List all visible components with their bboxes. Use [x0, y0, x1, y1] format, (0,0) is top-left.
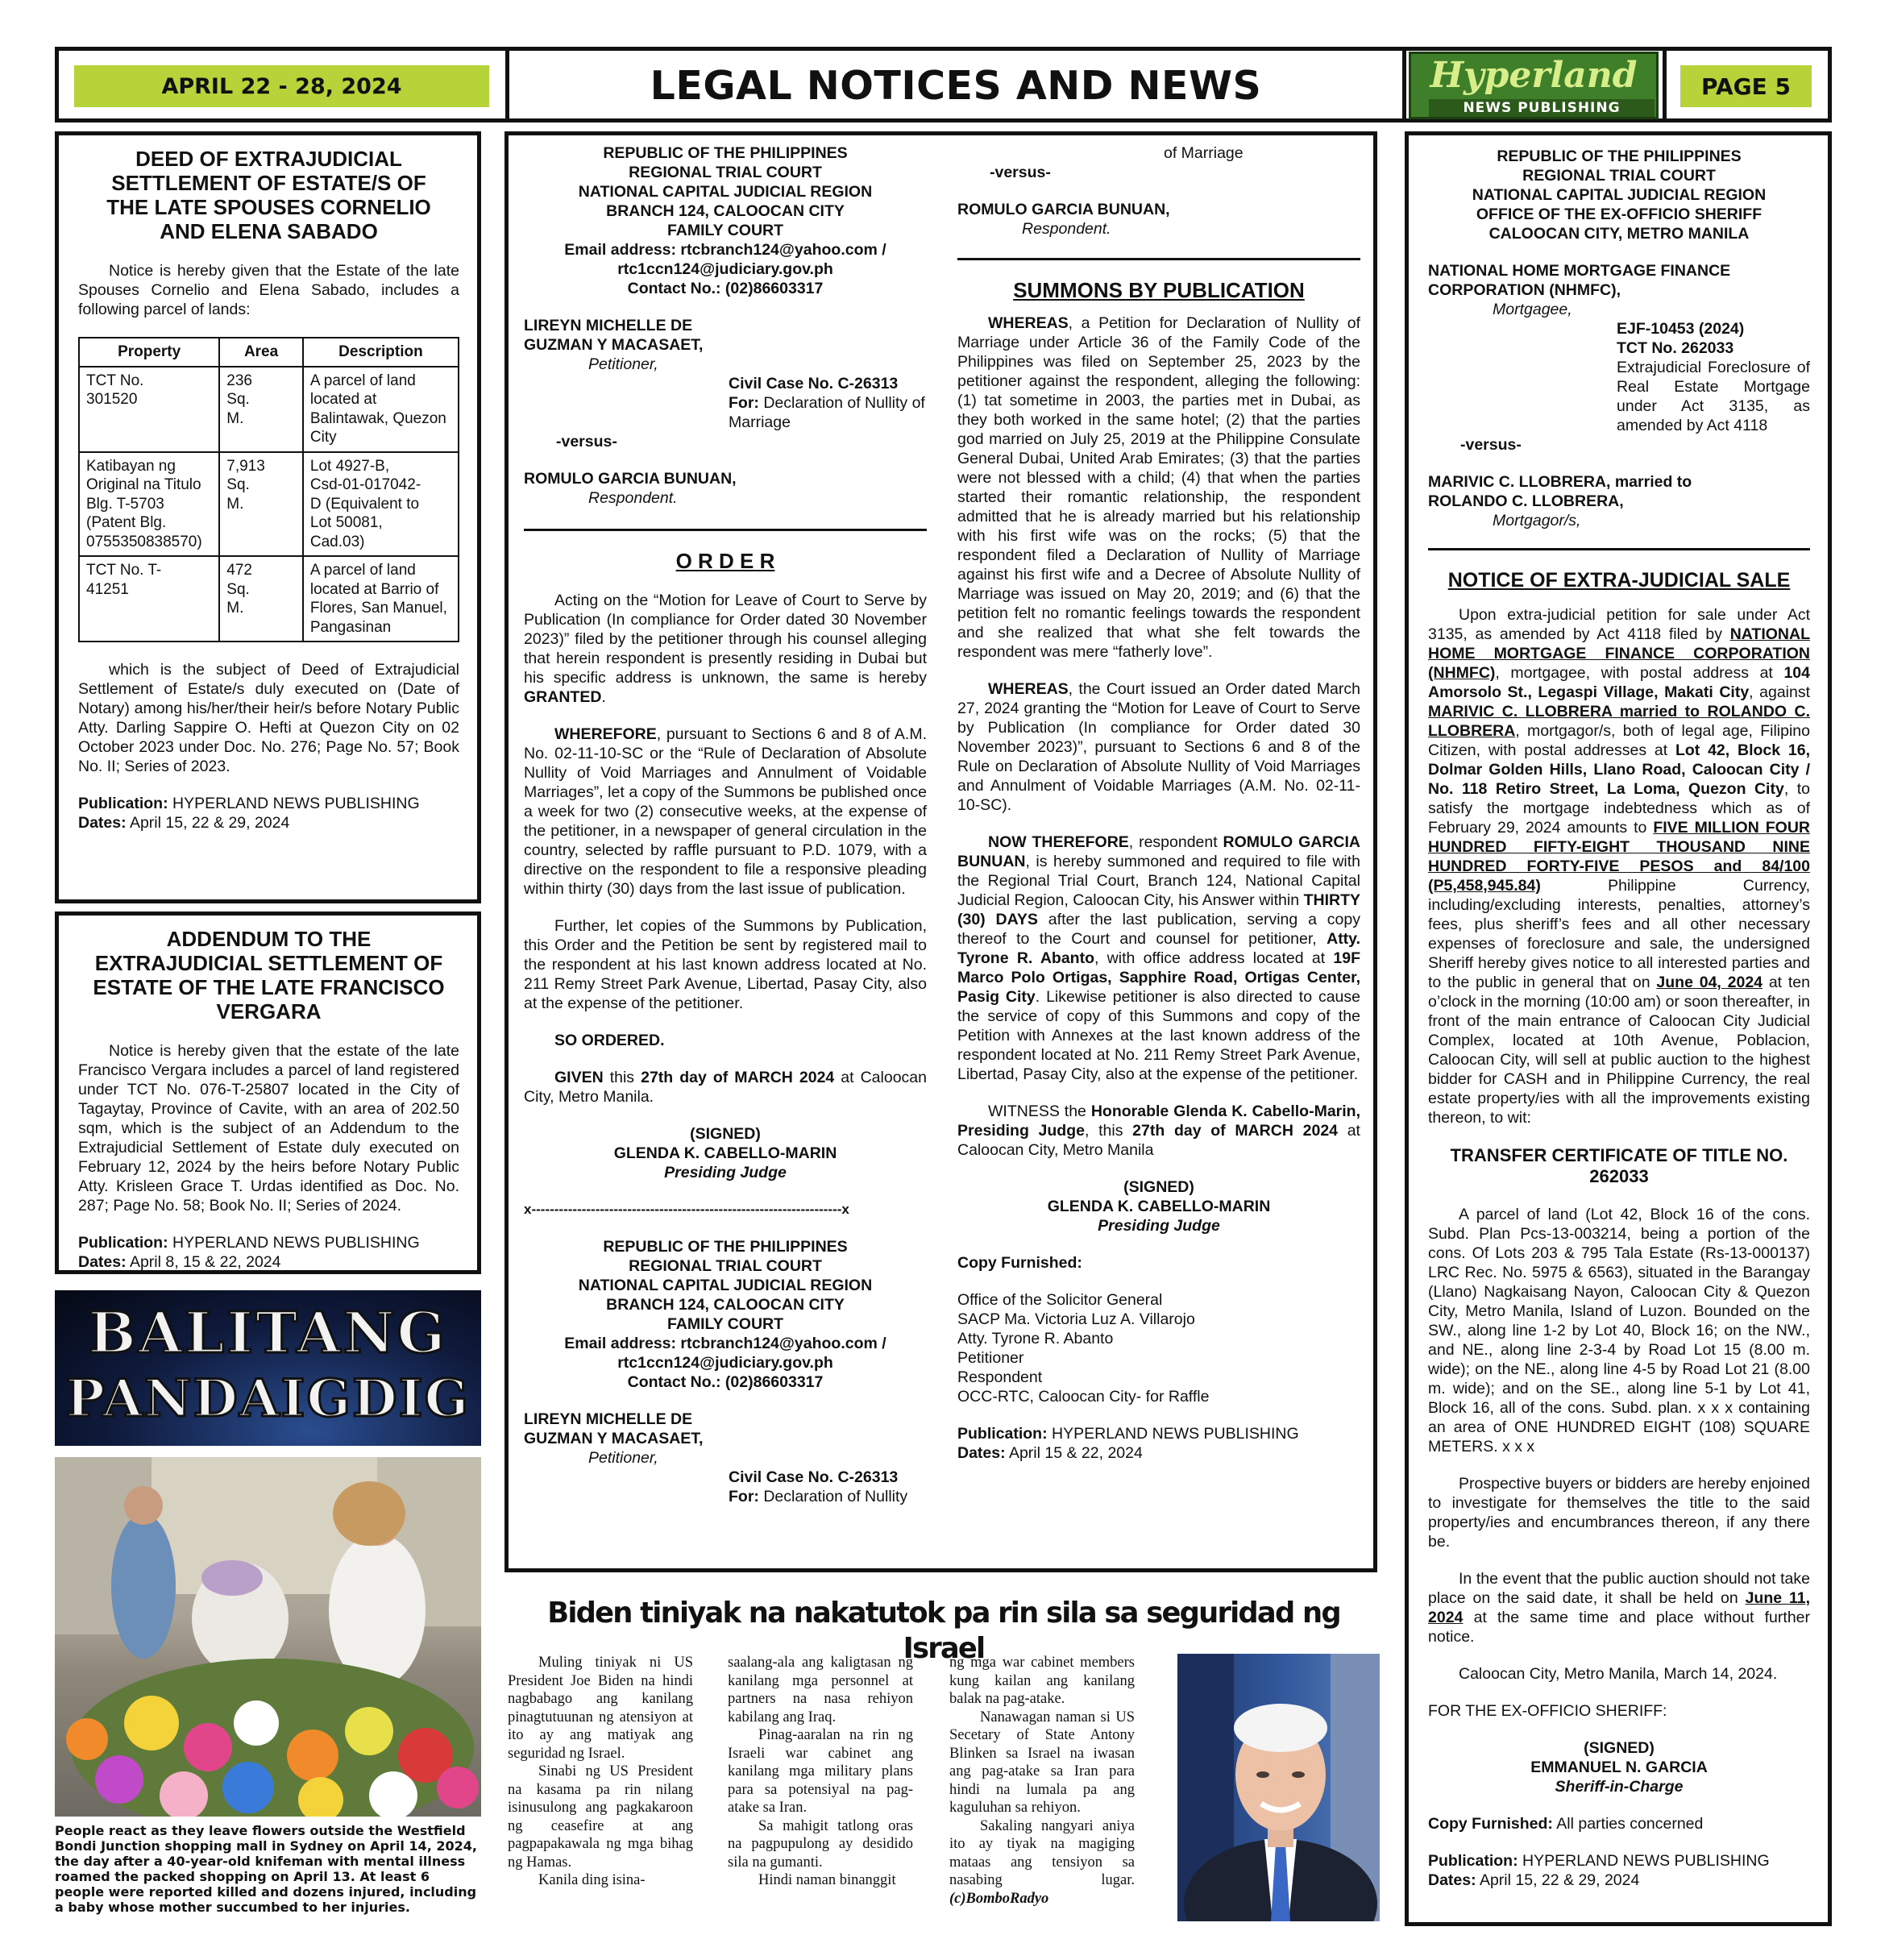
deed-title: DEED OF EXTRAJUDICIAL SETTLEMENT OF ESTATE/S OF THE LATE SPOUSES CORNELIO AND ELENA SABADO [106, 147, 431, 243]
table-row [79, 556, 459, 642]
order-given: GIVEN this 27th day of MARCH 2024 at Caloocan City, Metro Manila. [524, 1069, 927, 1106]
property-table [78, 337, 459, 642]
biden-photo [1177, 1654, 1380, 1921]
summons-column [957, 143, 1360, 1463]
sheriff-notice [1405, 131, 1832, 1926]
property-table-header [79, 338, 459, 367]
issue-dates: APRIL 22 - 28, 2024 [74, 65, 489, 107]
respondent-role-2: Respondent. [1022, 220, 1111, 238]
sale-title: NOTICE OF EXTRA-JUDICIAL SALE [1447, 569, 1791, 592]
petitioner-name: LIREYN MICHELLE DE GUZMAN Y MACASAET, [524, 317, 704, 354]
court-caption-lines: REPUBLIC OF THE PHILIPPINES REGIONAL TRIAL COURT NATIONAL CAPITAL JUDICIAL REGION BRANCH 124, CALOOCAN CITY FAMILY COURT Email address: rtcbranch124@yahoo.com / rtc1ccn124@judiciary.gov.ph Contact No.: (02)86603317 [564, 144, 886, 297]
petitioner-role-2: Petitioner, [588, 1449, 658, 1467]
biden-headline: Biden tiniyak na nakatutok pa rin sila sa seguridad ng Israel [547, 1597, 1340, 1665]
cell-area: 236 Sq. M. [219, 367, 303, 452]
deed-intro: Notice is hereby given that the Estate of the late Spouses Cornelio and Elena Sabado, includes a following parcel of lands: [78, 262, 459, 318]
photo-credit: (c)BomboRadyo [949, 1890, 1049, 1907]
col-area: Area [219, 338, 303, 367]
order-signature: (SIGNED) GLENDA K. CABELLO-MARIN Presiding Judge [613, 1125, 837, 1181]
header-divider-3 [1663, 47, 1667, 122]
mortgagee-name: NATIONAL HOME MORTGAGE FINANCE CORPORATION (NHMFC), [1428, 262, 1731, 299]
order-separator: x--------------------------------------------------------------------x [524, 1202, 849, 1217]
addendum-title: ADDENDUM TO THE EXTRAJUDICIAL SETTLEMENT OF ESTATE OF THE LATE FRANCISCO VERGARA [93, 927, 445, 1024]
for-sheriff: FOR THE EX-OFFICIO SHERIFF: [1428, 1702, 1667, 1720]
versus-label: -versus- [556, 433, 617, 451]
addendum-notice [55, 911, 481, 1274]
order-para-3: Further, let copies of the Summons by Publication, this Order and the Petition be sent by registered mail to the respondent at his last known address located at No. 211 Remy Street Park Avenue, Libertad, Pasay City, also at the expense of the petitioner. [524, 917, 927, 1012]
prospective-buyers: Prospective buyers or bidders are hereby enjoined to investigate for themselves the title to the said property/ies and encumbrances thereon, if any there be. [1428, 1475, 1810, 1551]
parcel-description: A parcel of land (Lot 42, Block 16 of the cons. Subd. Plan Pcs-13-003214, being a portion of the cons. Of Lots 203 & 795 Tala Estate (Rs-13-000137) LRC Rec. No. 5975 & 6563), situated in the Barangay (Llano) Nagkaisang Nayon, Caloocan City & Quezon City, Metro Manila, Island of Luzon. Bounded on the SW., along line 1-2 by Lot 40, Block 16; on the NW., and NE., along line 2-3-4 by Road Lot 15 (8.00 m. wide); on the NE., along line 4-5 by Road Lot 21 (8.00 m. wide); and on the SE., along line 5-1 by Lot 41, Block 16, all of the cons. Subd. plan. x x x containing an area of ONE HUNDRED EIGHT (108) SQUARE METERS. x x x [1428, 1206, 1810, 1455]
sale-body: Upon extra-judicial petition for sale under Act 3135, as amended by Act 4118 filed by NATIONAL HOME MORTGAGE FINANCE CORPORATION (NHMFC), mortgagee, with postal address at 104 Amorsolo St., Legaspi Village, Makati City, against MARIVIC C. LLOBRERA married to ROLANDO C. LLOBRERA, mortgagor/s, both of legal age, Filipino Citizen, with postal addresses at Lot 42, Block 16, Dolmar Golden Hills, Llano Road, Caloocan City / No. 118 Retiro Street, La Loma, Quezon City, to satisfy the mortgage indebtedness which as of February 29, 2024 amounts to FIVE MILLION FOUR HUNDRED FIFTY-EIGHT THOUSAND NINE HUNDRED FORTY-FIVE PESOS and 84/100 (P5,458,945.84) Philippine Currency, including/excluding interests, penalties, attorney’s fees, plus sheriff’s fees and all other necessary expenses of foreclosure and sale, the undersigned Sheriff hereby gives notice to all interested parties and to the public in general that on June 04, 2024 at ten o’clock in the morning (10:00 am) or soon thereafter, in front of the main entrance of Caloocan City Judicial Complex, located at 10th Avenue, Poblacion, Caloocan City, will sell at public auction to the highest bidder for CASH and in Philippine Currency, the real estate property/ies with all the improvements existing thereon, to wit: [1428, 606, 1811, 1127]
cell-property: TCT No. 301520 [79, 367, 219, 452]
photo-caption: People react as they leave flowers outside the Westfield Bondi Junction shopping mall in Sydney on April 14, 2024, the day after a 40-year-old knifeman with mental illness roamed the packed shopping on April 13. At least 6 people were reported killed and dozens injured, including a baby whose mother succumbed to her injuries. [55, 1823, 477, 1915]
case-details-2: Civil Case No. C-26313 For: Declaration of Nullity [729, 1468, 908, 1505]
sheriff-copy: Copy Furnished: All parties concerned [1428, 1815, 1704, 1833]
addendum-publication: Publication: HYPERLAND NEWS PUBLISHING [78, 1234, 420, 1252]
tct-title: TRANSFER CERTIFICATE OF TITLE NO. 262033 [1450, 1145, 1788, 1186]
cell-property: TCT No. T-41251 [79, 556, 219, 642]
order-title: O R D E R [675, 549, 775, 573]
versus-label-2: -versus- [990, 164, 1051, 181]
addendum-dates: Dates: April 8, 15 & 22, 2024 [78, 1253, 281, 1271]
event-clause: In the event that the public auction should not take place on the said date, it shall be held on June 11, 2024 at the same time and place without further notice. [1428, 1570, 1810, 1646]
balitang-banner [55, 1290, 481, 1446]
biden-col-3: ng mga war cabinet members kung kailan ang kanilang balak na pag-atake. Nanawagan naman si US Secetary of State Antony Blinken sa Israel na iwasan ang pag-atake sa Iran para hindi na lumala pa ang kaguluhan sa rehiyon. Sakaling nangyari aniya ito ay tiyak na magiging mataas ang tensiyon sa nasabing lugar. (c)BomboRadyo [949, 1655, 1135, 1907]
addendum-body: Notice is hereby given that the estate of the late Francisco Vergara includes a parcel of land registered under TCT No. 076-T-25807 located in the City of Tagaytay, Province of Cavite, with an area of 202.50 sqm, which is the subject of an Addendum to the Extrajudicial Settlement of Estate duly executed on February 12, 2024 by the heirs before Notary Public Atty. Krisleen Grace T. Urdas identified as Doc. No. 287; Page No. 58; Book No. II; Series of 2024. [78, 1042, 459, 1215]
sheriff-publication: Publication: HYPERLAND NEWS PUBLISHING [1428, 1852, 1770, 1870]
petitioner-name-2: LIREYN MICHELLE DE GUZMAN Y MACASAET, [524, 1410, 704, 1447]
caption-continued: of Marriage [1164, 144, 1244, 162]
order-para-1: Acting on the “Motion for Leave of Court to Serve by Publication (In compliance for Order dated 30 November 2023)” filed by the petitioner through his counsel alleging that herein respondent is presently residing in Dubai but his specific address is unknown, the same is hereby GRANTED. [524, 592, 927, 706]
place-date: Caloocan City, Metro Manila, March 14, 2024. [1459, 1665, 1778, 1683]
sheriff-signature: (SIGNED) EMMANUEL N. GARCIA Sheriff-in-Charge [1530, 1739, 1708, 1796]
mortgagor-role: Mortgagor/s, [1493, 512, 1581, 529]
table-row [79, 367, 459, 452]
publisher-logo [1409, 52, 1659, 119]
banner-line-1: BALITANG [88, 1299, 448, 1366]
header-divider-2 [1402, 47, 1406, 122]
cell-property: Katibayan ng Original na Titulo Blg. T-5703 (Patent Blg. 0755350838570) [79, 452, 219, 557]
summons-dates: Dates: April 15 & 22, 2024 [957, 1444, 1143, 1462]
copy-furnished-list: Office of the Solicitor General SACP Ma. Victoria Luz A. Villarojo Atty. Tyrone R. Abanto Petitioner Respondent OCC-RTC, Caloocan City- for Raffle [957, 1291, 1210, 1406]
cell-description: A parcel of land located at Balintawak, Quezon City [303, 367, 459, 452]
deed-body: which is the subject of Deed of Extrajudicial Settlement of Estate/s duly executed on (Date of Notary) among his/her/their heir/s before Notary Public Atty. Darling Sappire O. Hefti at Quezon City on 02 October 2023 under Doc. No. 276; Page No. 57; Book No. II; Series of 2023. [78, 661, 459, 775]
summons-witness: WITNESS the Honorable Glenda K. Cabello-Marin, Presiding Judge, this 27th day of MARCH 2024 at Caloocan City, Metro Manila [957, 1102, 1361, 1159]
copy-furnished-label: Copy Furnished: [957, 1254, 1082, 1272]
sheriff-case-details: EJF-10453 (2024) TCT No. 262033 Extrajudicial Foreclosure of Real Estate Mortgage under Act 3135, as amended by Act 4118 [1617, 320, 1810, 434]
summons-whereas-1: WHEREAS, a Petition for Declaration of Nullity of Marriage under Article 36 of the Family Code of the Philippines was filed on September 25, 2023 by the petitioner against the respondent, alleging the following: (1) tat sometime in 2003, the parties met in Dubai, as they both worked in the same hotel; (2) that the parties god married on July 25, 2019 at the Philippine Consulate General Dubai, United Arab Emirates; (3) that the parties were not blessed with a child; (4) that when the parties started their romantic relationship, the respondent admitted that he is already married but his relationship with his first wife was on the rocks; (5) that the respondent filed a Declaration of Nullity of Marriage against his first wife and a Decree of Absolute Nullity of Marriage was issued on May 20, 2019; and (6) that the petition felt no romantic feelings towards the respondent and she realized that what she felt towards the respondent was mere “fatherly love”. [957, 314, 1360, 661]
respondent-name-2: ROMULO GARCIA BUNUAN, [957, 201, 1170, 218]
court-caption-lines-2: REPUBLIC OF THE PHILIPPINES REGIONAL TRIAL COURT NATIONAL CAPITAL JUDICIAL REGION BRANCH 124, CALOOCAN CITY FAMILY COURT Email address: rtcbranch124@yahoo.com / rtc1ccn124@judiciary.gov.ph Contact No.: (02)86603317 [564, 1238, 886, 1391]
col-property: Property [79, 338, 219, 367]
col-description: Description [303, 338, 459, 367]
order-column [524, 143, 927, 1506]
respondent-name: ROMULO GARCIA BUNUAN, [524, 470, 737, 488]
logo-sub: NEWS PUBLISHING [1429, 99, 1655, 117]
page-number: PAGE 5 [1680, 65, 1812, 107]
biden-col-2: saalang-ala ang kaligtasan ng kanilang mga personnel at partners na nasa rehiyon kabilang ang Iraq. Pinag-aaralan na rin ng Israeli war cabinet ang kanilang mga military plans para sa potensiyal na pag-atake sa Iran. Sa mahigit tatlong oras na pagpupulong ay desidido sila na gumanti. Hindi naman binanggit [728, 1655, 913, 1888]
respondent-role: Respondent. [588, 489, 678, 507]
so-ordered: SO ORDERED. [554, 1032, 665, 1049]
cell-area: 472 Sq. M. [219, 556, 303, 642]
logo-main: Hyperland [1430, 55, 1638, 96]
cell-description: Lot 4927-B, Csd-01-017042-D (Equivalent to Lot 50081, Cad.03) [303, 452, 459, 557]
section-title: LEGAL NOTICES AND NEWS [650, 62, 1262, 109]
case-details: Civil Case No. C-26313 For: Declaration of Nullity of Marriage [729, 375, 925, 431]
summons-whereas-2: WHEREAS, the Court issued an Order dated March 27, 2024 granting the “Motion for Leave of Court to Serve by Publication (In compliance for Order dated 30 November 2023)”, pursuant to Sections 6 and 8 of the Rule on Declaration of Absolute Nullity of Void Marriages and Annulment of Voidable Marriages (A.M. No. 02-11-10-SC). [957, 680, 1360, 814]
biden-col-1: Muling tiniyak ni US President Joe Biden na hindi nagbabago ang kanilang pinagtutuunan ng atensiyon at ito ay ang matiyak ang seguridad ng Israel. Sinabi ng US President na kasama pa rin nilang isinusulong ang pagkakaroon ng ceasefire at ang pagpapakawala ng mga bihag ng Hamas. Kanila ding isina- [508, 1655, 693, 1888]
mortgagee-role: Mortgagee, [1493, 301, 1572, 318]
summons-now-therefore: NOW THEREFORE, respondent ROMULO GARCIA BUNUAN, is hereby summoned and required to file with the Regional Trial Court, Branch 124, National Capital Judicial Region, Caloocan City, his Answer within THIRTY (30) DAYS after the last publication, serving a copy thereof to the Court and counsel for petitioner, Atty. Tyrone R. Abanto, with office address located at 19F Marco Polo Ortigas, Sapphire Road, Ortigas Center, Pasig City. Likewise petitioner is also directed to cause the service of copy of this Summons and copy of the Petition with Annexes at the last known address of the respondent located at No. 211 Remy Street Park Avenue, Libertad, Pasay City, also at the expense of the petitioner. [957, 833, 1361, 1083]
banner-line-2: PANDAIGDIG [65, 1368, 471, 1429]
sheriff-caption-lines: REPUBLIC OF THE PHILIPPINES REGIONAL TRIAL COURT NATIONAL CAPITAL JUDICIAL REGION OFFICE OF THE EX-OFFICIO SHERIFF CALOOCAN CITY, METRO MANILA [1472, 147, 1767, 243]
versus-label-3: -versus- [1460, 436, 1522, 454]
summons-signature: (SIGNED) GLENDA K. CABELLO-MARIN Presiding Judge [1047, 1178, 1271, 1235]
table-row [79, 452, 459, 557]
order-para-2: WHEREFORE, pursuant to Sections 6 and 8 of A.M. No. 02-11-10-SC or the “Rule of Declaration of Absolute Nullity of Void Marriages and Annulment of Voidable Marriages”, let a copy of the Summons be published once a week for two (2) consecutive weeks, at the expense of the petitioner, in a newspaper of general circulation in the country, selected by raffle pursuant to P.D. 1079, with a directive on the respondent to file a responsive pleading within thirty (30) days from the last issue of publication. [524, 725, 927, 898]
mortgagor-name: MARIVIC C. LLOBRERA, married to ROLANDO C. LLOBRERA, [1428, 473, 1692, 510]
summons-publication: Publication: HYPERLAND NEWS PUBLISHING [957, 1425, 1299, 1443]
bondi-photo [55, 1457, 481, 1817]
deed-dates: Dates: April 15, 22 & 29, 2024 [78, 814, 290, 832]
deed-notice [55, 131, 481, 903]
sheriff-dates: Dates: April 15, 22 & 29, 2024 [1428, 1871, 1640, 1889]
summons-title: SUMMONS BY PUBLICATION [1013, 278, 1305, 302]
deed-publication: Publication: HYPERLAND NEWS PUBLISHING [78, 795, 420, 812]
portrait-image [1177, 1654, 1380, 1921]
petitioner-role: Petitioner, [588, 355, 658, 373]
cell-description: A parcel of land located at Barrio of Flores, San Manuel, Pangasinan [303, 556, 459, 642]
cell-area: 7,913 Sq. M. [219, 452, 303, 557]
flowers-scene-image [55, 1457, 481, 1817]
